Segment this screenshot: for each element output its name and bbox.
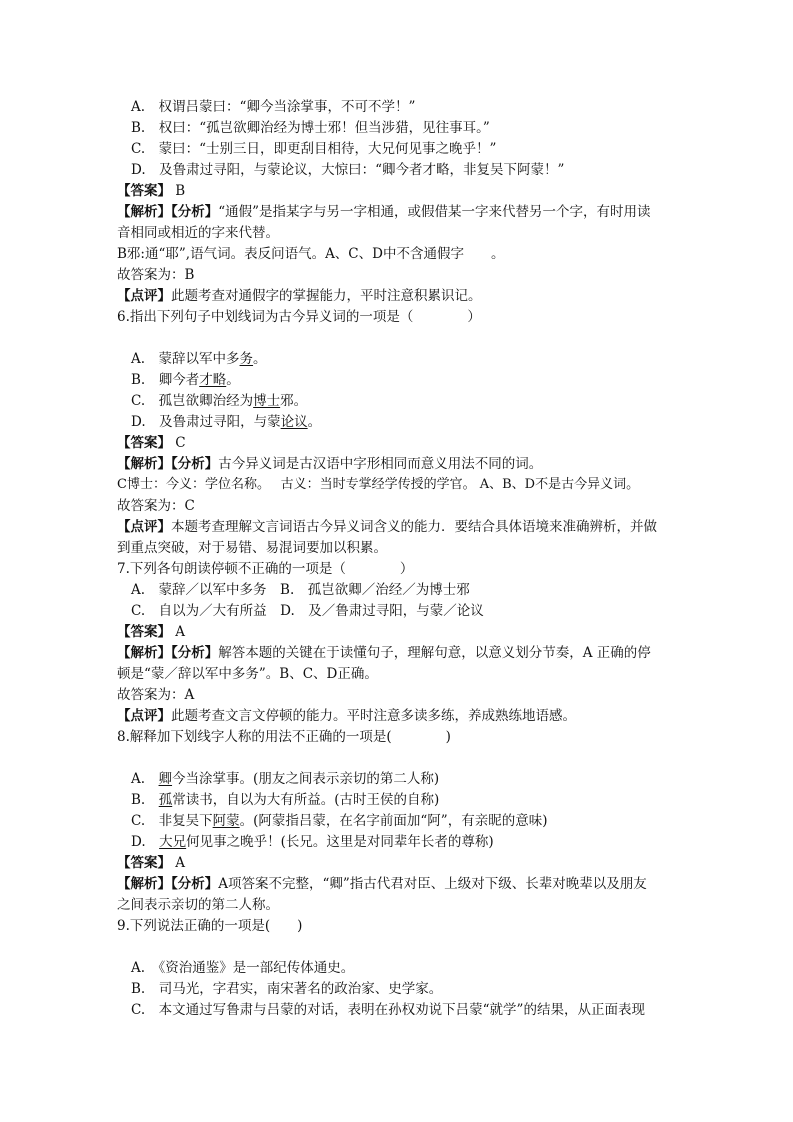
underlined-word: 阿蒙 [212,813,240,829]
q6-answer [117,433,186,453]
q5-option-d: D. 及鲁肃过寻阳，与蒙论议，大惊曰：“卿今者才略，非复吴下阿蒙！” [131,162,565,178]
q6-option-b [131,370,240,390]
analysis-text: 古今异义词是古汉语中字形相同而意义用法不同的词。 [218,456,543,472]
q9-option-b: B. 司马光，字君实，南宋著名的政治家、史学家。 [131,981,443,997]
q6-stem: 6.指出下列句子中划线词为古今异义词的一项是（ ） [117,309,481,325]
answer-value: B [171,183,186,199]
q9-option-c: C. 本文通过写鲁肃与吕蒙的对话，表明在孙权劝说下吕蒙“就学”的结果，从正面表现 [131,1002,645,1018]
q5-final-answer: 故答案为：B [117,267,195,283]
q5-option-b: B. 权曰：“孤岂欲卿治经为博士邪！但当涉猎，见往事耳。” [131,120,490,136]
q9-stem: 9.下列说法正确的一项是( ) [117,918,303,934]
comment-label: 【点评】 [117,708,171,724]
option-text: D. [131,834,160,850]
q7-stem: 7.下列各句朗读停顿不正确的一项是（ ） [117,561,414,577]
q7-options-row2: C. 自以为／大有所益 D. 及／鲁肃过寻阳，与蒙／论议 [131,603,484,619]
q5-answer [117,181,185,201]
analysis-label: 【解析】【分析】 [117,204,219,220]
comment-text: 此题考查对通假字的掌握能力，平时注意积累识记。 [171,288,482,304]
q7-options-row1: A. 蒙辞／以军中多务 B. 孤岂欲卿／治经／为博士邪 [131,582,470,598]
analysis-text: “通假”是指某字与另一字相通，或假借某一字来代替另一个字，有时用读 [218,204,651,220]
option-text: D. 及鲁肃过寻阳，与蒙 [131,414,281,430]
q6-comment [117,517,657,537]
q6-option-a [131,349,267,369]
q5-analysis [117,202,651,222]
q7-final-answer: 故答案为：A [117,687,195,703]
analysis-label: 【解析】【分析】 [117,456,219,472]
q7-comment [117,706,576,726]
option-text: B. [131,792,159,808]
answer-value: A [171,855,186,871]
option-text: 。 [226,372,240,388]
q8-option-c [131,811,547,831]
q8-option-b [131,790,439,810]
option-text: C. 非复吴下 [131,813,213,829]
q8-analysis-line2: 之间表示亲切的第二人称。 [117,897,279,913]
option-text: 今当涂掌事。(朋友之间表示亲切的第二人称) [172,771,440,787]
option-text: 。 [307,414,322,430]
q7-analysis [117,643,651,663]
answer-value: A [171,624,186,640]
q5-option-c: C. 蒙曰：“士别三日，即更刮目相待，大兄何见事之晚乎！” [131,141,497,157]
analysis-label: 【解析】【分析】 [117,645,219,661]
option-text: C. 孤岂欲卿治经为 [131,393,254,409]
q6-analysis [117,454,542,474]
option-text: 邪。 [280,393,308,409]
underlined-word: 大兄 [159,834,187,850]
q9-option-a: A. 《资治通鉴》是一部纪传体通史。 [131,960,355,976]
answer-value: C [171,435,186,451]
q5-option-a: A. 权谓吕蒙曰：“卿今当涂掌事，不可不学！” [131,99,416,115]
comment-text: 本题考查理解文言词语古今异义词含义的能力．要结合具体语境来准确辨析，并做 [171,519,657,535]
option-text: A. [131,771,159,787]
option-text: 常读书，自以为大有所益。(古时王侯的自称) [172,792,440,808]
q6-final-answer: 故答案为：C [117,498,195,514]
option-text: 。(阿蒙指吕蒙，在名字前面加“阿”，有亲昵的意味) [239,813,548,829]
underlined-word: 孤 [158,792,173,808]
q8-analysis [117,874,647,894]
analysis-label: 【解析】【分析】 [117,876,219,892]
q5-comment [117,286,482,306]
q5-analysis-line2: 音相同或相近的字来代替。 [117,225,279,241]
answer-label: 【答案】 [117,183,171,199]
comment-text: 此题考查文言文停顿的能力。平时注意多读多练，养成熟练地语感。 [171,708,576,724]
answer-label: 【答案】 [117,624,171,640]
q5-analysis-line3: B邪:通“耶”,语气词。表反问语气。A、C、D中不含通假字 。 [117,246,505,262]
analysis-text: 解答本题的关键在于读懂句子，理解句意，以意义划分节奏，A 正确的停 [218,645,651,661]
underlined-word: 论议 [280,414,308,430]
answer-label: 【答案】 [117,855,171,871]
q7-answer [117,622,185,642]
q8-option-d [131,832,494,852]
q7-analysis-line2: 顿是“蒙／辞以军中多务”。B、C、D正确。 [117,666,378,682]
option-text: 。 [253,351,267,367]
underlined-word: 务 [239,351,254,367]
q8-option-a [131,769,439,789]
q6-analysis-line2: C博士：今义：学位名称。 古义：当时专掌经学传授的学官。 A、B、D不是古今异义词。 [117,477,640,492]
option-text: A. 蒙辞以军中多 [131,351,240,367]
underlined-word: 卿 [158,771,173,787]
analysis-text: A项答案不完整，“卿”指古代君对臣、上级对下级、长辈对晚辈以及朋友 [218,876,647,892]
option-text: 何见事之晚乎！(长兄。这里是对同辈年长者的尊称) [186,834,494,850]
q6-option-d [131,412,321,432]
comment-label: 【点评】 [117,288,171,304]
answer-label: 【答案】 [117,435,171,451]
q8-answer [117,853,185,873]
q6-comment-line2: 到重点突破，对于易错、易混词要加以积累。 [117,540,387,556]
comment-label: 【点评】 [117,519,171,535]
underlined-word: 才略 [199,372,227,388]
underlined-word: 博士 [253,393,281,409]
option-text: B. 卿今者 [131,372,200,388]
q8-stem: 8.解释加下划线字人称的用法不正确的一项是( ) [117,729,451,745]
q6-option-c [131,391,307,411]
